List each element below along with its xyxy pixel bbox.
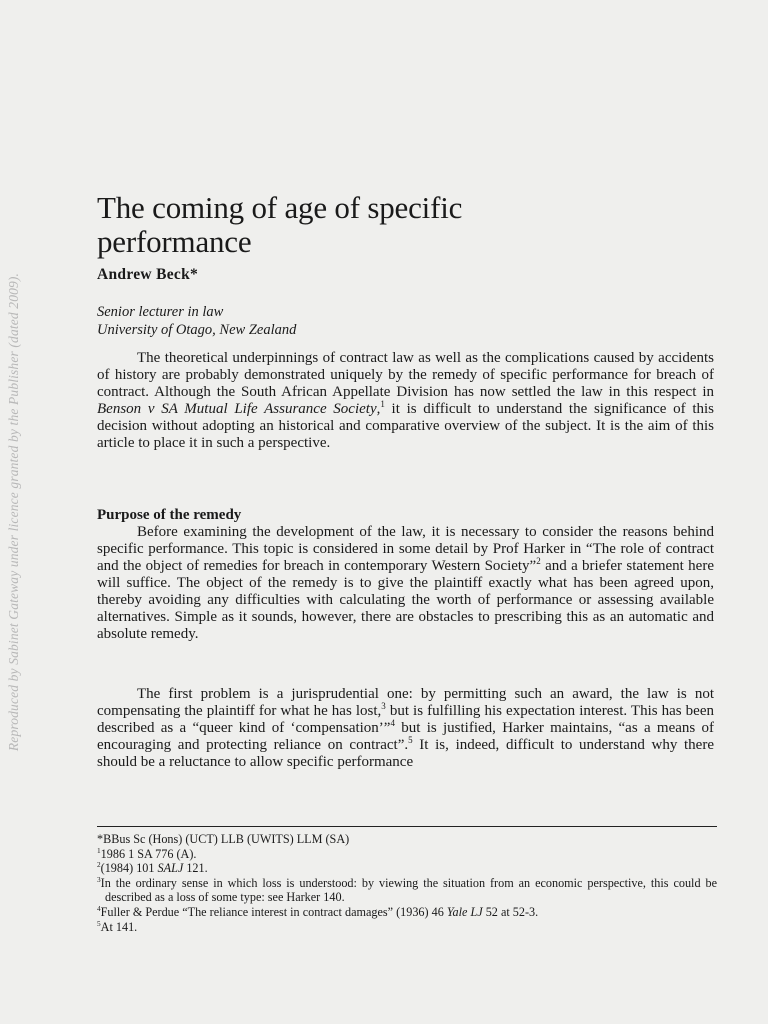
footnote-5-text: At 141. [100,919,138,934]
footnote-3-text: In the ordinary sense in which loss is understood: by viewing the situation from an economic perspective, this could be described as a loss of some type: see Harker 140. [100,875,717,905]
first-problem-text-1: The first problem is a jurisprudential one: by permitting such an award, the law is not compensating the plaintiff for what he has lost, [97,686,714,719]
first-problem-paragraph [97,686,714,771]
footnote-3 [97,876,717,905]
footnote-1-number: 1 [97,845,101,855]
title-line-2: performance [97,224,252,259]
article-title [97,191,717,259]
footnote-1 [97,847,717,862]
first-problem-text-2: but is fulfilling his expectation interest. This has been described as a “queer kind of ‘compensation’” [97,703,714,736]
author-affiliation [97,303,296,339]
footnote-2 [97,861,717,876]
intro-text-2: it is difficult to understand the significance of this decision without adopting an historical and comparative overview of the subject. It is the aim of this article to place it in such a perspective. [97,401,714,451]
footnote-2-text-b: 121. [183,861,208,876]
purpose-text-1: Before examining the development of the law, it is necessary to consider the reasons behind specific performance. This topic is considered in some detail by Prof Harker in “The role of contract and the object of remedies for breach in contemporary Western Society” [97,524,714,574]
footnote-2-journal: SALJ [157,861,184,876]
footnote-1-text: 1986 1 SA 776 (A). [100,846,197,861]
first-problem-text-3: but is justified, Harker maintains, “as a means of encouraging and protecting reliance on contract”. [97,720,715,753]
footnote-divider [97,826,717,827]
footnote-ref-2[interactable]: 2 [536,556,541,566]
footnote-5-number: 5 [97,918,101,928]
author-name: Andrew Beck* [97,266,199,283]
section-heading: Purpose of the remedy [97,507,242,523]
footnote-ref-1[interactable]: 1 [380,399,385,409]
footnote-4-number: 4 [97,903,101,913]
case-name: Benson v SA Mutual Life Assurance Society [97,401,377,417]
title-line-1: The coming of age of specific [97,190,463,225]
footnote-4-text-b: 52 at 52-3. [482,904,539,919]
intro-paragraph: The theoretical underpinnings of contract law as well as the complications caused by accidents of history are probably demonstrated uniquely by the remedy of specific performance for breach of contract. Although the South African Appellate Division has now settled the law in this respect in Benson v SA Mutual Life Assurance Society,$^1$ it is difficult to understand the significance of this decision without adopting an historical and comparative overview of the subject. It is the aim of this article to place it in such a perspective. [97,350,714,451]
footnote-4 [97,905,717,920]
footnote-ref-4[interactable]: 4 [390,718,395,728]
footnote-author: *BBus Sc (Hons) (UCT) LLB (UWITS) LLM (SA) [97,832,350,846]
first-problem-text-4: It is, indeed, difficult to understand why there should be a reluctance to allow specific performance [97,737,714,770]
purpose-paragraph [97,524,714,643]
footnote-5 [97,920,717,935]
watermark-text: Reproduced by Sabinet Gateway under licence granted by the Publisher (dated 2009). [6,272,21,752]
footnote-ref-5[interactable]: 5 [408,735,413,745]
footnote-2-number: 2 [97,860,101,870]
purpose-text-2: and a briefer statement here will suffice. The object of the remedy is to give the plaintiff exactly what has been agreed upon, thereby avoiding any difficulties with calculating the worth of performance or assessing available alternatives. Simple as it sounds, however, there are obstacles to prescribing this as an automatic and absolute remedy. [97,558,714,642]
footnote-2-text-a: (1984) 101 [100,861,158,876]
footnote-4-text-a: Fuller & Perdue “The reliance interest in contract damages” (1936) 46 [100,904,447,919]
footnotes [97,832,717,934]
affiliation-position: Senior lecturer in law [97,304,224,320]
affiliation-institution: University of Otago, New Zealand [97,322,297,338]
intro-text-1: The theoretical underpinnings of contract law as well as the complications caused by accidents of history are probably demonstrated uniquely by the remedy of specific performance for breach of contract. Although the South African Appellate Division has now settled the law in this respect in [97,350,714,400]
footnote-4-journal: Yale LJ [446,904,483,919]
footnote-3-number: 3 [97,874,101,884]
footnote-ref-3[interactable]: 3 [381,701,386,711]
